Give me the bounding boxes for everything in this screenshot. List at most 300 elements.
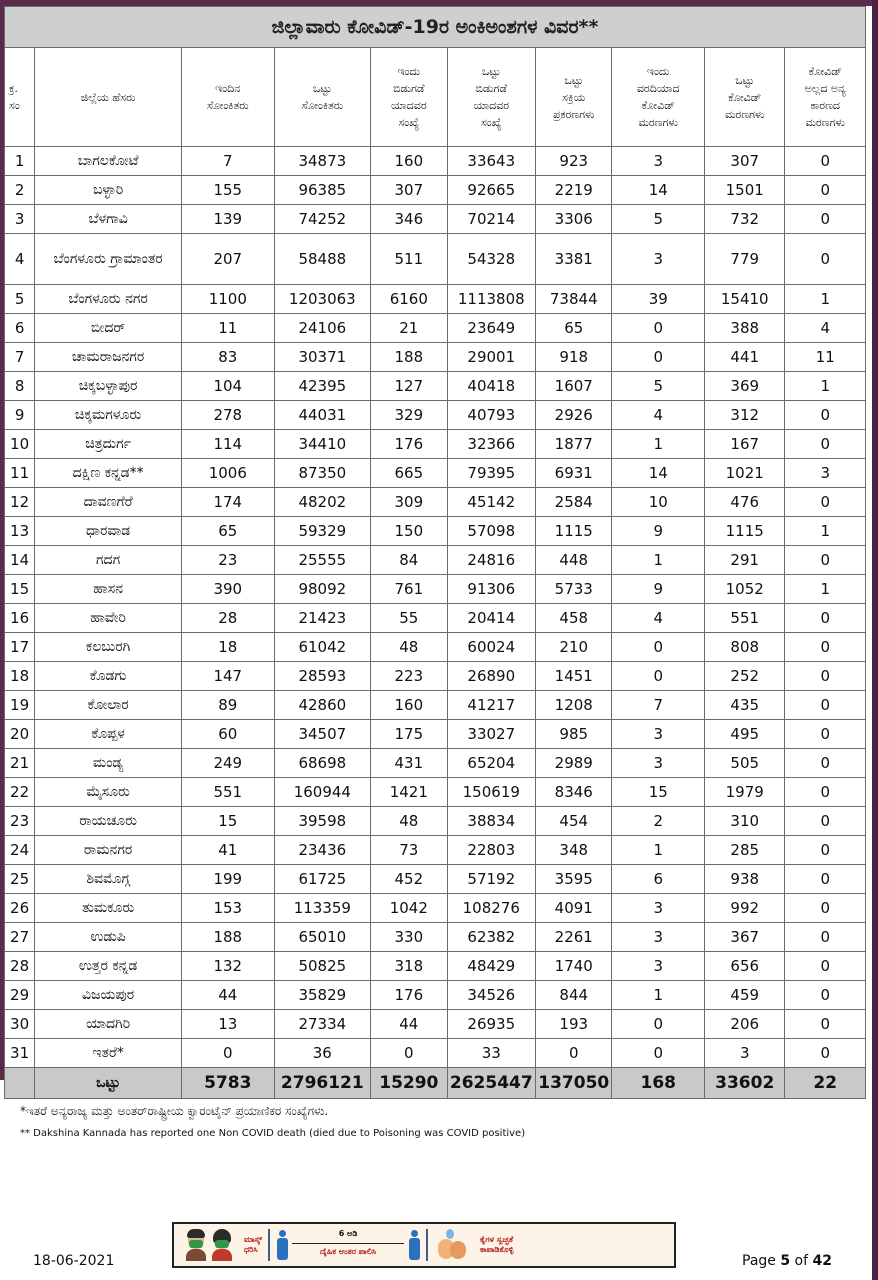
- active-cases-cell: 1115: [536, 517, 612, 546]
- total-discharged-cell: 33: [447, 1039, 536, 1068]
- total-positive-cell: 24106: [274, 314, 371, 343]
- total-today-positive: 5783: [182, 1068, 275, 1099]
- header-row: [5, 48, 866, 147]
- non-covid-deaths-cell: 1: [785, 575, 866, 604]
- total-positive-cell: 34507: [274, 720, 371, 749]
- district-name-cell: ಶಿವಮೊಗ್ಗ: [35, 865, 182, 894]
- total-discharged-cell: 40793: [447, 401, 536, 430]
- today-discharged-cell: 48: [371, 633, 447, 662]
- total-positive-cell: 59329: [274, 517, 371, 546]
- today-discharged-cell: 48: [371, 807, 447, 836]
- today-discharged-cell: 318: [371, 952, 447, 981]
- total-deaths-cell: 388: [705, 314, 785, 343]
- serial-number-cell: 9: [5, 401, 35, 430]
- serial-number-cell: 28: [5, 952, 35, 981]
- total-discharged-cell: 29001: [447, 343, 536, 372]
- active-cases-cell: 8346: [536, 778, 612, 807]
- non-covid-deaths-cell: 1: [785, 285, 866, 314]
- today-deaths-cell: 5: [612, 372, 705, 401]
- district-name-cell: ಮಂಡ್ಯ: [35, 749, 182, 778]
- table-row: [5, 1039, 866, 1068]
- total-positive-cell: 35829: [274, 981, 371, 1010]
- total-deaths-cell: 1501: [705, 176, 785, 205]
- total-total-deaths: 33602: [705, 1068, 785, 1099]
- today-discharged-cell: 431: [371, 749, 447, 778]
- total-deaths-cell: 1021: [705, 459, 785, 488]
- table-row: [5, 749, 866, 778]
- active-cases-cell: 844: [536, 981, 612, 1010]
- today-discharged-cell: 44: [371, 1010, 447, 1039]
- serial-number-cell: 22: [5, 778, 35, 807]
- active-cases-cell: 1740: [536, 952, 612, 981]
- today-deaths-cell: 1: [612, 430, 705, 459]
- covid-district-table: [4, 6, 866, 1099]
- today-positive-cell: 104: [182, 372, 275, 401]
- total-positive-cell: 21423: [274, 604, 371, 633]
- active-cases-cell: 3595: [536, 865, 612, 894]
- non-covid-deaths-cell: 0: [785, 1039, 866, 1068]
- today-positive-cell: 11: [182, 314, 275, 343]
- today-deaths-cell: 39: [612, 285, 705, 314]
- district-name-cell: ಬೆಳಗಾವಿ: [35, 205, 182, 234]
- total-positive-cell: 50825: [274, 952, 371, 981]
- today-discharged-cell: 55: [371, 604, 447, 633]
- non-covid-deaths-cell: 0: [785, 147, 866, 176]
- table-row: [5, 234, 866, 285]
- today-discharged-cell: 188: [371, 343, 447, 372]
- header-district: ಜಿಲ್ಲೆಯ ಹೆಸರು: [35, 48, 182, 147]
- district-name-cell: ತುಮಕೂರು: [35, 894, 182, 923]
- today-discharged-cell: 329: [371, 401, 447, 430]
- today-positive-cell: 207: [182, 234, 275, 285]
- total-discharged-cell: 34526: [447, 981, 536, 1010]
- today-positive-cell: 114: [182, 430, 275, 459]
- today-discharged-cell: 73: [371, 836, 447, 865]
- serial-number-cell: 3: [5, 205, 35, 234]
- table-row: [5, 865, 866, 894]
- total-discharged-cell: 41217: [447, 691, 536, 720]
- table-row: [5, 633, 866, 662]
- total-deaths-cell: 476: [705, 488, 785, 517]
- active-cases-cell: 193: [536, 1010, 612, 1039]
- non-covid-deaths-cell: 0: [785, 778, 866, 807]
- today-positive-cell: 15: [182, 807, 275, 836]
- table-row: [5, 176, 866, 205]
- serial-number-cell: 25: [5, 865, 35, 894]
- today-discharged-cell: 160: [371, 147, 447, 176]
- total-positive-cell: 74252: [274, 205, 371, 234]
- total-positive-cell: 27334: [274, 1010, 371, 1039]
- header-non-covid-deaths: ಕೋವಿಡ್ ಅಲ್ಲದ ಅನ್ಯ ಕಾರಣದ ಮರಣಗಳು: [785, 48, 866, 147]
- total-discharged-cell: 1113808: [447, 285, 536, 314]
- serial-number-cell: 26: [5, 894, 35, 923]
- today-positive-cell: 89: [182, 691, 275, 720]
- today-deaths-cell: 1: [612, 836, 705, 865]
- total-deaths-cell: 459: [705, 981, 785, 1010]
- today-deaths-cell: 6: [612, 865, 705, 894]
- total-discharged-cell: 54328: [447, 234, 536, 285]
- table-row: [5, 430, 866, 459]
- active-cases-cell: 4091: [536, 894, 612, 923]
- serial-number-cell: 14: [5, 546, 35, 575]
- total-discharged-cell: 33027: [447, 720, 536, 749]
- handwash-icon: [434, 1229, 474, 1261]
- non-covid-deaths-cell: 0: [785, 865, 866, 894]
- table-row: [5, 147, 866, 176]
- total-deaths-cell: 285: [705, 836, 785, 865]
- active-cases-cell: 5733: [536, 575, 612, 604]
- distance-indicator: 6 ಅಡಿ ದೈಹಿಕ ಅಂತರ ಪಾಲಿಸಿ: [288, 1229, 408, 1261]
- table-row: [5, 923, 866, 952]
- total-deaths-cell: 252: [705, 662, 785, 691]
- table-row: [5, 662, 866, 691]
- today-discharged-cell: 175: [371, 720, 447, 749]
- district-name-cell: ಕೊಡಗು: [35, 662, 182, 691]
- today-deaths-cell: 3: [612, 234, 705, 285]
- page-frame-right: [872, 0, 878, 1280]
- serial-number-cell: 4: [5, 234, 35, 285]
- district-name-cell: ಯಾದಗಿರಿ: [35, 1010, 182, 1039]
- total-deaths-cell: 307: [705, 147, 785, 176]
- person-icon: [276, 1229, 288, 1261]
- total-positive-cell: 39598: [274, 807, 371, 836]
- total-deaths-cell: 310: [705, 807, 785, 836]
- active-cases-cell: 2926: [536, 401, 612, 430]
- table-title: ಜಿಲ್ಲಾವಾರು ಕೋವಿಡ್-19ರ ಅಂಕಿಅಂಶಗಳ ವಿವರ**: [5, 7, 866, 48]
- today-deaths-cell: 0: [612, 1010, 705, 1039]
- total-discharged-cell: 92665: [447, 176, 536, 205]
- today-deaths-cell: 4: [612, 401, 705, 430]
- today-deaths-cell: 3: [612, 720, 705, 749]
- today-discharged-cell: 223: [371, 662, 447, 691]
- total-deaths-cell: 206: [705, 1010, 785, 1039]
- today-positive-cell: 65: [182, 517, 275, 546]
- serial-number-cell: 6: [5, 314, 35, 343]
- serial-number-cell: 8: [5, 372, 35, 401]
- active-cases-cell: 454: [536, 807, 612, 836]
- total-deaths-cell: 732: [705, 205, 785, 234]
- total-today-discharged: 15290: [371, 1068, 447, 1099]
- total-deaths-cell: 1052: [705, 575, 785, 604]
- non-covid-deaths-cell: 11: [785, 343, 866, 372]
- non-covid-deaths-cell: 0: [785, 234, 866, 285]
- non-covid-deaths-cell: 0: [785, 691, 866, 720]
- today-positive-cell: 44: [182, 981, 275, 1010]
- total-positive-cell: 36: [274, 1039, 371, 1068]
- non-covid-deaths-cell: 0: [785, 749, 866, 778]
- today-positive-cell: 153: [182, 894, 275, 923]
- non-covid-deaths-cell: 0: [785, 205, 866, 234]
- serial-number-cell: 5: [5, 285, 35, 314]
- today-positive-cell: 41: [182, 836, 275, 865]
- today-positive-cell: 132: [182, 952, 275, 981]
- today-discharged-cell: 1421: [371, 778, 447, 807]
- district-name-cell: ಬೆಂಗಳೂರು ನಗರ: [35, 285, 182, 314]
- total-deaths-cell: 167: [705, 430, 785, 459]
- total-positive-cell: 87350: [274, 459, 371, 488]
- active-cases-cell: 3306: [536, 205, 612, 234]
- non-covid-deaths-cell: 0: [785, 488, 866, 517]
- district-name-cell: ಕಲಬುರಗಿ: [35, 633, 182, 662]
- masked-woman-icon: [210, 1229, 234, 1261]
- total-discharged-cell: 60024: [447, 633, 536, 662]
- district-name-cell: ಮೈಸೂರು: [35, 778, 182, 807]
- district-name-cell: ಚಾಮರಾಜನಗರ: [35, 343, 182, 372]
- district-name-cell: ಬೆಂಗಳೂರು ಗ್ರಾಮಾಂತರ: [35, 234, 182, 285]
- active-cases-cell: 0: [536, 1039, 612, 1068]
- today-discharged-cell: 346: [371, 205, 447, 234]
- total-active-cases: 137050: [536, 1068, 612, 1099]
- serial-number-cell: 31: [5, 1039, 35, 1068]
- table-row: [5, 546, 866, 575]
- total-discharged-cell: 91306: [447, 575, 536, 604]
- today-positive-cell: 155: [182, 176, 275, 205]
- today-deaths-cell: 2: [612, 807, 705, 836]
- today-discharged-cell: 761: [371, 575, 447, 604]
- total-discharged-cell: 150619: [447, 778, 536, 807]
- total-positive-cell: 42395: [274, 372, 371, 401]
- table-row: [5, 952, 866, 981]
- today-positive-cell: 1006: [182, 459, 275, 488]
- total-discharged-cell: 26935: [447, 1010, 536, 1039]
- total-deaths-cell: 15410: [705, 285, 785, 314]
- total-positive-cell: 28593: [274, 662, 371, 691]
- district-name-cell: ಬಾಗಲಕೋಟೆ: [35, 147, 182, 176]
- today-discharged-cell: 309: [371, 488, 447, 517]
- total-deaths-cell: 495: [705, 720, 785, 749]
- district-name-cell: ಕೊಪ್ಪಳ: [35, 720, 182, 749]
- total-deaths-cell: 938: [705, 865, 785, 894]
- page-indicator: Page 5 of 42: [742, 1253, 832, 1269]
- table-row: [5, 836, 866, 865]
- serial-number-cell: 20: [5, 720, 35, 749]
- today-positive-cell: 0: [182, 1039, 275, 1068]
- total-positive-cell: 98092: [274, 575, 371, 604]
- today-positive-cell: 551: [182, 778, 275, 807]
- today-discharged-cell: 0: [371, 1039, 447, 1068]
- today-deaths-cell: 0: [612, 343, 705, 372]
- today-deaths-cell: 3: [612, 749, 705, 778]
- total-row: [5, 1068, 866, 1099]
- non-covid-deaths-cell: 0: [785, 894, 866, 923]
- total-deaths-cell: 3: [705, 1039, 785, 1068]
- header-serial: ಕ್ರ. ಸಂ: [5, 48, 35, 147]
- active-cases-cell: 2219: [536, 176, 612, 205]
- total-deaths-cell: 1979: [705, 778, 785, 807]
- total-discharged-cell: 79395: [447, 459, 536, 488]
- covid-appropriate-behaviour-banner: [172, 1222, 676, 1268]
- today-deaths-cell: 0: [612, 662, 705, 691]
- total-positive-cell: 160944: [274, 778, 371, 807]
- district-name-cell: ಇತರೆ*: [35, 1039, 182, 1068]
- non-covid-deaths-cell: 0: [785, 981, 866, 1010]
- today-discharged-cell: 84: [371, 546, 447, 575]
- total-discharged-cell: 48429: [447, 952, 536, 981]
- today-positive-cell: 249: [182, 749, 275, 778]
- non-covid-deaths-cell: 0: [785, 836, 866, 865]
- header-today-discharged: ಇಂದು ಬಿಡುಗಡೆ ಯಾದವರ ಸಂಖ್ಯೆ: [371, 48, 447, 147]
- today-positive-cell: 174: [182, 488, 275, 517]
- header-active-cases: ಒಟ್ಟು ಸಕ್ರಿಯ ಪ್ರಕರಣಗಳು: [536, 48, 612, 147]
- district-name-cell: ದಕ್ಷಿಣ ಕನ್ನಡ**: [35, 459, 182, 488]
- person-icon: [408, 1229, 420, 1261]
- today-deaths-cell: 14: [612, 176, 705, 205]
- district-name-cell: ರಾಯಚೂರು: [35, 807, 182, 836]
- active-cases-cell: 1451: [536, 662, 612, 691]
- non-covid-deaths-cell: 0: [785, 952, 866, 981]
- total-positive-cell: 61725: [274, 865, 371, 894]
- non-covid-deaths-cell: 0: [785, 430, 866, 459]
- table-row: [5, 604, 866, 633]
- today-deaths-cell: 0: [612, 314, 705, 343]
- total-deaths-cell: 1115: [705, 517, 785, 546]
- today-deaths-cell: 9: [612, 575, 705, 604]
- today-discharged-cell: 21: [371, 314, 447, 343]
- active-cases-cell: 2989: [536, 749, 612, 778]
- total-discharged-cell: 108276: [447, 894, 536, 923]
- header-total-deaths: ಒಟ್ಟು ಕೋವಿಡ್ ಮರಣಗಳು: [705, 48, 785, 147]
- serial-number-cell: 30: [5, 1010, 35, 1039]
- today-discharged-cell: 452: [371, 865, 447, 894]
- total-discharged-cell: 22803: [447, 836, 536, 865]
- today-positive-cell: 23: [182, 546, 275, 575]
- today-deaths-cell: 1: [612, 981, 705, 1010]
- non-covid-deaths-cell: 0: [785, 546, 866, 575]
- today-deaths-cell: 0: [612, 1039, 705, 1068]
- today-positive-cell: 1100: [182, 285, 275, 314]
- table-row: [5, 205, 866, 234]
- total-discharged-cell: 57098: [447, 517, 536, 546]
- mask-label: ಮಾಸ್ಕ್ ಧರಿಸಿ: [244, 1235, 263, 1254]
- today-discharged-cell: 307: [371, 176, 447, 205]
- total-positive-cell: 113359: [274, 894, 371, 923]
- header-today-deaths: ಇಂದು ವರದಿಯಾದ ಕೋವಿಡ್ ಮರಣಗಳು: [612, 48, 705, 147]
- serial-number-cell: 21: [5, 749, 35, 778]
- total-deaths-cell: 291: [705, 546, 785, 575]
- total-deaths-cell: 551: [705, 604, 785, 633]
- non-covid-deaths-cell: 0: [785, 401, 866, 430]
- district-name-cell: ಉಡುಪಿ: [35, 923, 182, 952]
- district-name-cell: ಗದಗ: [35, 546, 182, 575]
- today-deaths-cell: 3: [612, 147, 705, 176]
- district-name-cell: ಕೋಲಾರ: [35, 691, 182, 720]
- total-positive-cell: 34410: [274, 430, 371, 459]
- footnote-others: *ಇತರೆ ಅನ್ಯರಾಜ್ಯ ಮತ್ತು ಅಂತರ್‌ರಾಷ್ಟ್ರೀಯ ಕ್ವಾರಂಟೈನ್ ಪ್ರಯಾಣಿಕರ ಸಂಖ್ಯೆಗಳು.: [20, 1104, 329, 1118]
- active-cases-cell: 2261: [536, 923, 612, 952]
- total-label: ಒಟ್ಟು: [35, 1068, 182, 1099]
- today-deaths-cell: 10: [612, 488, 705, 517]
- active-cases-cell: 1607: [536, 372, 612, 401]
- non-covid-deaths-cell: 0: [785, 807, 866, 836]
- district-name-cell: ಬೀದರ್: [35, 314, 182, 343]
- table-row: [5, 314, 866, 343]
- non-covid-deaths-cell: 1: [785, 372, 866, 401]
- total-discharged-cell: 26890: [447, 662, 536, 691]
- total-positive-cell: 23436: [274, 836, 371, 865]
- today-deaths-cell: 3: [612, 923, 705, 952]
- active-cases-cell: 2584: [536, 488, 612, 517]
- serial-number-cell: 16: [5, 604, 35, 633]
- total-positive-cell: 96385: [274, 176, 371, 205]
- today-positive-cell: 139: [182, 205, 275, 234]
- today-deaths-cell: 9: [612, 517, 705, 546]
- total-positive-cell: 68698: [274, 749, 371, 778]
- total-positive-cell: 61042: [274, 633, 371, 662]
- today-discharged-cell: 176: [371, 430, 447, 459]
- non-covid-deaths-cell: 0: [785, 604, 866, 633]
- active-cases-cell: 458: [536, 604, 612, 633]
- total-serial-cell: [5, 1068, 35, 1099]
- today-discharged-cell: 6160: [371, 285, 447, 314]
- today-deaths-cell: 3: [612, 952, 705, 981]
- report-date: 18-06-2021: [33, 1253, 115, 1269]
- non-covid-deaths-cell: 1: [785, 517, 866, 546]
- total-deaths-cell: 369: [705, 372, 785, 401]
- district-name-cell: ಚಿಕ್ಕಮಗಳೂರು: [35, 401, 182, 430]
- total-discharged-cell: 33643: [447, 147, 536, 176]
- table-row: [5, 894, 866, 923]
- total-positive-cell: 1203063: [274, 285, 371, 314]
- total-deaths-cell: 312: [705, 401, 785, 430]
- today-deaths-cell: 0: [612, 633, 705, 662]
- serial-number-cell: 17: [5, 633, 35, 662]
- total-deaths-cell: 779: [705, 234, 785, 285]
- today-deaths-cell: 1: [612, 546, 705, 575]
- active-cases-cell: 3381: [536, 234, 612, 285]
- total-deaths-cell: 441: [705, 343, 785, 372]
- total-total-discharged: 2625447: [447, 1068, 536, 1099]
- hand-hygiene-label: ಕೈಗಳ ಸ್ವಚ್ಛತೆ ಕಾಪಾಡಿಕೊಳ್ಳಿ: [480, 1235, 514, 1254]
- district-name-cell: ಉತ್ತರ ಕನ್ನಡ: [35, 952, 182, 981]
- today-deaths-cell: 7: [612, 691, 705, 720]
- active-cases-cell: 6931: [536, 459, 612, 488]
- non-covid-deaths-cell: 0: [785, 662, 866, 691]
- non-covid-deaths-cell: 0: [785, 923, 866, 952]
- table-row: [5, 981, 866, 1010]
- district-name-cell: ಧಾರವಾಡ: [35, 517, 182, 546]
- active-cases-cell: 1877: [536, 430, 612, 459]
- today-positive-cell: 60: [182, 720, 275, 749]
- total-discharged-cell: 65204: [447, 749, 536, 778]
- total-positive-cell: 48202: [274, 488, 371, 517]
- serial-number-cell: 1: [5, 147, 35, 176]
- header-total-positive: ಒಟ್ಟು ಸೋಂಕಿತರು: [274, 48, 371, 147]
- footnote-dakshina-kannada: ** Dakshina Kannada has reported one Non COVID death (died due to Poisoning was COVID positive): [20, 1128, 526, 1139]
- serial-number-cell: 13: [5, 517, 35, 546]
- total-discharged-cell: 70214: [447, 205, 536, 234]
- table-row: [5, 285, 866, 314]
- district-name-cell: ವಿಜಯಪುರ: [35, 981, 182, 1010]
- district-name-cell: ಚಿಕ್ಕಬಳ್ಳಾಪುರ: [35, 372, 182, 401]
- table-row: [5, 807, 866, 836]
- today-positive-cell: 18: [182, 633, 275, 662]
- today-positive-cell: 28: [182, 604, 275, 633]
- table-row: [5, 401, 866, 430]
- today-positive-cell: 390: [182, 575, 275, 604]
- table-row: [5, 343, 866, 372]
- district-name-cell: ದಾವಣಗೆರೆ: [35, 488, 182, 517]
- today-discharged-cell: 330: [371, 923, 447, 952]
- non-covid-deaths-cell: 0: [785, 633, 866, 662]
- total-deaths-cell: 656: [705, 952, 785, 981]
- total-discharged-cell: 32366: [447, 430, 536, 459]
- serial-number-cell: 15: [5, 575, 35, 604]
- today-discharged-cell: 176: [371, 981, 447, 1010]
- total-positive-cell: 44031: [274, 401, 371, 430]
- total-total-positive: 2796121: [274, 1068, 371, 1099]
- active-cases-cell: 1208: [536, 691, 612, 720]
- non-covid-deaths-cell: 0: [785, 176, 866, 205]
